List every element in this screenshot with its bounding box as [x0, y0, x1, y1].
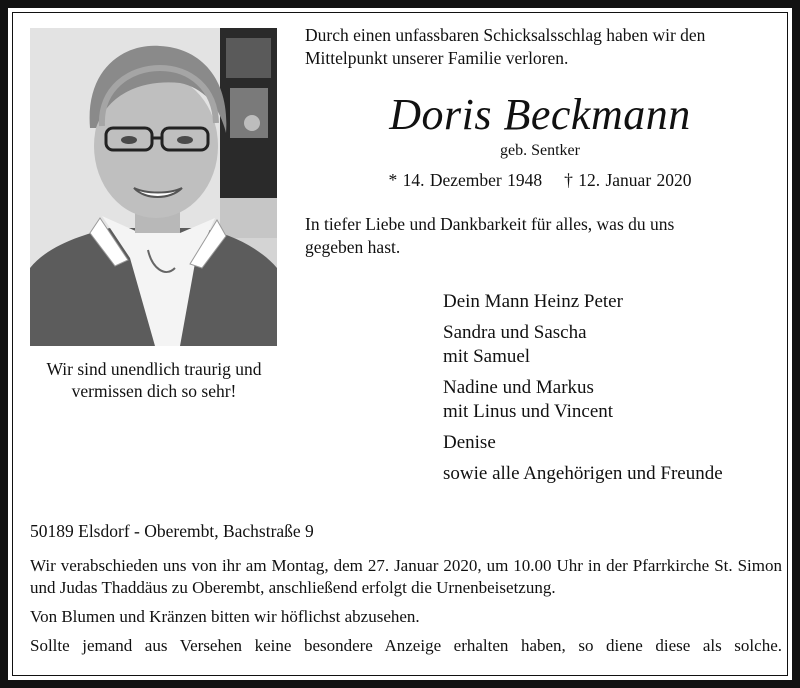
deceased-name: Doris Beckmann [389, 90, 691, 139]
dedication-text: In tiefer Liebe und Dankbarkeit für alles, was du uns gegeben hast. [305, 214, 675, 257]
mourner-line: mit Linus und Vincent [443, 401, 614, 422]
life-dates [305, 168, 775, 192]
farewell-text: Wir verabschieden uns von ihr am Montag, dem 27. Januar 2020, um 10.00 Uhr in der Pfarrkirche St. Simon und Judas Thaddäus zu Oberembt, anschließend erfolgt die Urnenbeisetzung. [30, 556, 782, 597]
photo-caption-line: Wir sind unendlich traurig und [46, 359, 262, 379]
mourner-group [443, 462, 788, 486]
mourner-group [443, 376, 788, 424]
address: 50189 Elsdorf - Oberembt, Bachstraße 9 [30, 521, 314, 541]
mourner-line: Denise [443, 432, 496, 453]
mourner-line: Dein Mann Heinz Peter [443, 291, 623, 312]
photo-caption [28, 358, 280, 402]
birth-name: geb. Sentker [500, 142, 580, 159]
portrait-photo [30, 28, 277, 346]
portrait-illustration [30, 28, 277, 346]
intro-text: Durch einen unfassbaren Schicksalsschlag haben wir den Mittelpunkt unserer Familie verloren. [305, 25, 706, 68]
mourner-line: Nadine und Markus [443, 377, 594, 398]
death-date: † 12. Januar 2020 [564, 170, 692, 190]
flowers-request: Von Blumen und Kränzen bitten wir höflichst abzusehen. [30, 607, 420, 626]
mourner-line: sowie alle Angehörigen und Freunde [443, 463, 723, 484]
mourner-group [443, 290, 788, 314]
mourner-line: Sandra und Sascha [443, 322, 587, 343]
photo-caption-line: vermissen dich so sehr! [71, 381, 237, 401]
mourner-line: mit Samuel [443, 346, 531, 367]
mourner-group [443, 321, 788, 369]
birth-date: * 14. Dezember 1948 [388, 170, 543, 190]
notice-disclaimer: Sollte jemand aus Versehen keine besondere Anzeige erhalten haben, so diene diese als solche. [30, 636, 782, 655]
mourner-group [443, 431, 788, 455]
service-details [30, 555, 782, 664]
mourners-list [443, 290, 788, 493]
